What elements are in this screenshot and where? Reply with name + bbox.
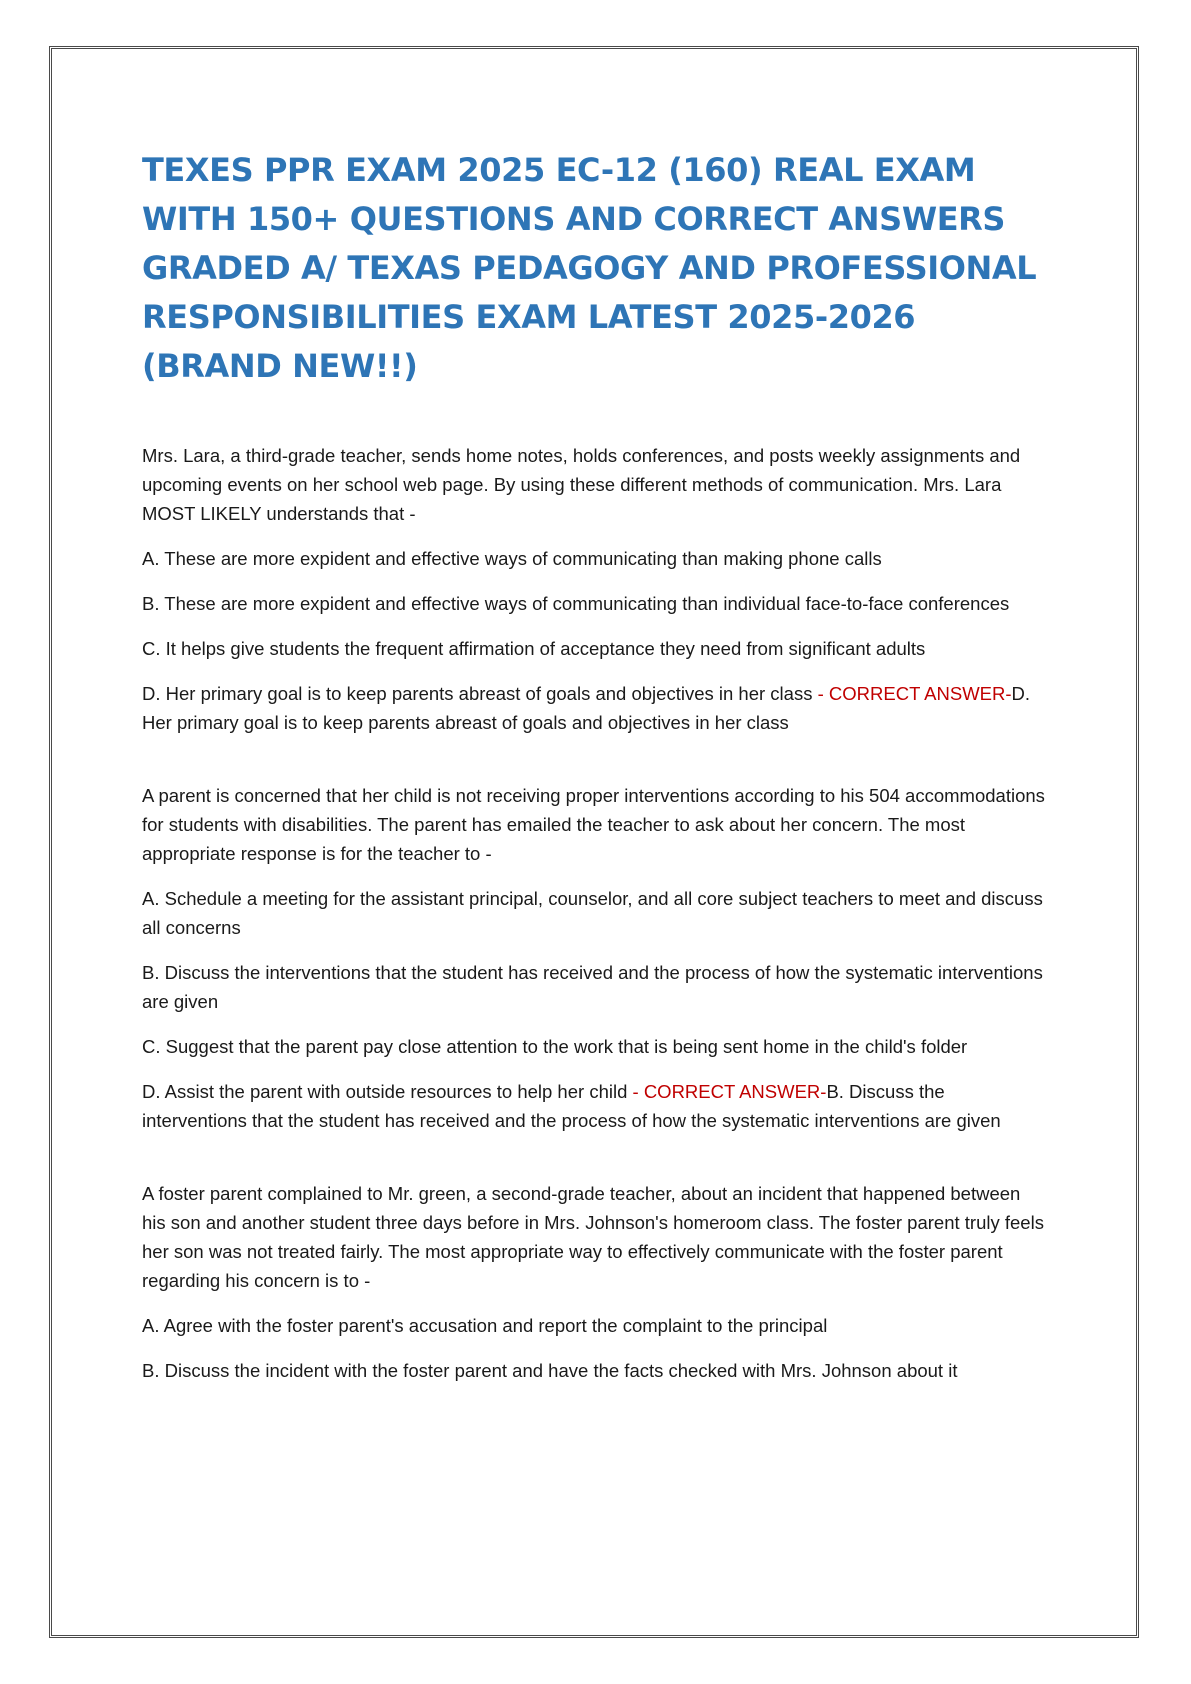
option-d-with-answer xyxy=(142,679,1047,737)
question-stem: Mrs. Lara, a third-grade teacher, sends home notes, holds conferences, and posts weekly assignments and upcoming events on her school web page. By using these different methods of communication. Mrs. Lara MOST LIKELY understands that - xyxy=(142,445,1021,524)
option-b: B. These are more expident and effective ways of communicating than individual face-to-face conferences xyxy=(142,593,1010,614)
question-1 xyxy=(142,441,1047,737)
option-b: B. Discuss the incident with the foster parent and have the facts checked with Mrs. Johnson about it xyxy=(142,1360,958,1381)
option-a: A. Schedule a meeting for the assistant principal, counselor, and all core subject teachers to meet and discuss all concerns xyxy=(142,888,1043,938)
option-d: D. Her primary goal is to keep parents abreast of goals and objectives in her class xyxy=(142,683,813,704)
question-2 xyxy=(142,781,1047,1135)
correct-answer-marker: - CORRECT ANSWER- xyxy=(812,683,1012,704)
correct-answer-marker: - CORRECT ANSWER- xyxy=(627,1081,827,1102)
correct-answer: B. Discuss the interventions that the student has received and the process of how the systematic interventions are given xyxy=(142,1081,1001,1131)
option-c: C. It helps give students the frequent affirmation of acceptance they need from significant adults xyxy=(142,638,926,659)
option-a: A. Agree with the foster parent's accusation and report the complaint to the principal xyxy=(142,1315,828,1336)
option-a: A. These are more expident and effective ways of communicating than making phone calls xyxy=(142,548,882,569)
option-b: B. Discuss the interventions that the student has received and the process of how the systematic interventions are given xyxy=(142,962,1043,1012)
question-3 xyxy=(142,1179,1047,1385)
document-title: TEXES PPR EXAM 2025 EC-12 (160) REAL EXAM WITH 150+ QUESTIONS AND CORRECT ANSWERS GRADED A/ TEXAS PEDAGOGY AND PROFESSIONAL RESPONSIBILITIES EXAM LATEST 2025-2026 (BRAND NEW!!) xyxy=(142,151,1037,385)
option-d-with-answer xyxy=(142,1077,1047,1135)
option-d: D. Assist the parent with outside resources to help her child xyxy=(142,1081,628,1102)
question-stem: A parent is concerned that her child is not receiving proper interventions according to his 504 accommodations for students with disabilities. The parent has emailed the teacher to ask about her concern. The most appropriate response is for the teacher to - xyxy=(142,785,1045,864)
correct-answer: D. Her primary goal is to keep parents abreast of goals and objectives in her class xyxy=(142,683,1031,733)
question-stem: A foster parent complained to Mr. green, a second-grade teacher, about an incident that happened between his son and another student three days before in Mrs. Johnson's homeroom class. The foster parent truly feels her son was not treated fairly. The most appropriate way to effectively communicate with the foster parent regarding his concern is to - xyxy=(142,1183,1044,1291)
option-c: C. Suggest that the parent pay close attention to the work that is being sent home in the child's folder xyxy=(142,1036,968,1057)
document-body xyxy=(142,146,1047,1429)
